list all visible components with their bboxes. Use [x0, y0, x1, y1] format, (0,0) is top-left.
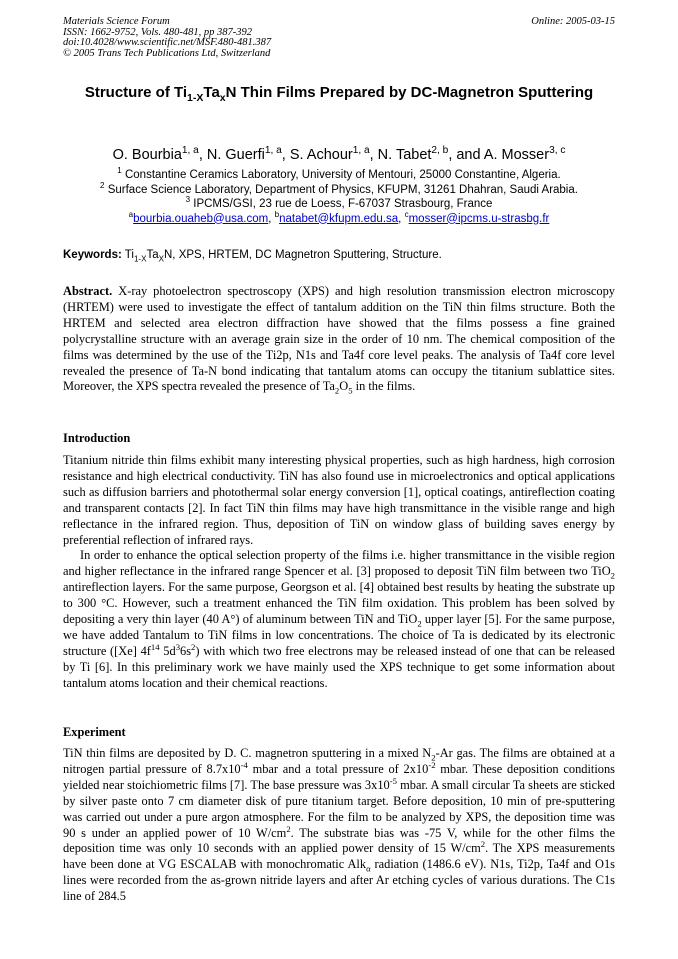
email-link[interactable]: mosser@ipcms.u-strasbg.fr	[408, 212, 550, 225]
keywords-label: Keywords:	[63, 249, 122, 261]
title-subscript: x	[219, 92, 226, 104]
author-list: O. Bourbia$^{1, a}$, N. Guerfi$^{1, a}$, S. Achour$^{1, a}$, N. Tabet$^{2, b}$, and A. Mosser$^{3, c}$	[112, 145, 566, 163]
title-subscript: 1-X	[187, 92, 204, 104]
paper-title	[60, 83, 618, 102]
abstract-text: X-ray photoelectron spectroscopy (XPS) and high resolution transmission electron microscopy (HRTEM) were used to investigate the effect of tantalum addition on the TiN thin films structure. Both the HRTEM and selected area electron diffraction have showed that the films possess a fine grained polycrystalline structure with an average grain size in the order of 10 nm. The chemical composition of the films was determined by the use of the Ti2p, N1s and Ta4f core level peaks. The analysis of Ta4f core level revealed the presence of Ta-N bond indicating that tantalum atoms can occupy the titanium sublattice sites. Moreover, the XPS spectra revealed the presence of Ta	[63, 284, 615, 394]
introduction-paragraph: Titanium nitride thin films exhibit many interesting physical properties, such as high hardness, high corrosion resistance and high electrical conductivity. TiN has also found use in microelectronics and optical applications such as diffusion barriers and photothermal solar energy conversion [1], optical coatings, antireflection coating and transparent contacts [2]. In fact TiN thin films may have high transmittance in the visible range and high reflectance in the infrared region. Thus, deposition of TiN on window glass of building saves energy by preferential reflection of infrared rays.	[63, 453, 615, 547]
author-name: A. Mosser	[483, 147, 550, 163]
author-affil-marker: 1, a	[264, 145, 282, 157]
online-date: Online: 2005-03-15	[531, 16, 615, 27]
affiliation-marker: 1	[117, 166, 122, 176]
issn-line: ISSN: 1662-9752, Vols. 480-481, pp 387-392	[63, 26, 252, 38]
affiliation-text: Surface Science Laboratory, Department of Physics, KFUPM, 31261 Dhahran, Saudi Arabia.	[107, 183, 578, 196]
abstract-label: Abstract.	[63, 284, 113, 298]
affiliation-line	[40, 180, 638, 198]
experiment-paragraph: TiN thin films are deposited by D. C. magnetron sputtering in a mixed $N_2-Ar$ gas. The films are obtained at a nitrogen partial pressure of $8.7x10^{-4}$ mbar and a total pressure of $2x10^{-2}$ mbar. These deposition conditions yielded near stoichiometric films [7]. The base pressure was $3x10^{-5}$ mbar. A small circular Ta sheets are sticked by silver paste onto 7 cm diameter disk of pure titanium target. Before deposition, 10 min of pre-sputtering was carried out under a pure argon atmosphere. For the film to be analyzed by XPS, the deposition time was 90 s under an applied power of 10 $W/cm^2$. The substrate bias was -75 V, while for the other films the deposition time was only 10 seconds with an applied power density of 15 $W/cm^2$. The XPS measurements have been done at VG ESCALAB with monochromatic Alk$_\alpha$ radiation (1486.6 eV). N1s, Ti2p, Ta4f and O1s lines were recorded from the as-grown nitride layers and after Ar etching cycles of various durations. The C1s line of 284.5	[63, 746, 615, 904]
author-affil-marker: 1, a	[352, 145, 370, 157]
author-name: O. Bourbia	[112, 147, 182, 163]
affiliation-marker: 2	[100, 180, 105, 190]
email-line: $^a$bourbia.ouaheb@usa.com, $^b$natabet@kfupm.edu.sa, $^c$mosser@ipcms.u-strasbg.fr	[128, 209, 550, 225]
keywords-line: Keywords: $Ti_{1-X}Ta_XN$, XPS, HRTEM, DC Magnetron Sputtering, Structure.	[63, 249, 442, 264]
email-marker: c	[404, 209, 409, 219]
title-part: Structure of Ti	[84, 84, 188, 101]
doi-line: doi:10.4028/www.scientific.net/MSF.480-481.387	[63, 37, 272, 48]
introduction-heading: Introduction	[63, 431, 131, 445]
author-affil-marker: 3, c	[549, 145, 566, 157]
email-marker: a	[128, 209, 134, 219]
copyright-line: © 2005 Trans Tech Publications Ltd, Switzerland	[63, 47, 271, 59]
title-part: Ta	[203, 84, 220, 101]
author-affil-marker: 1, a	[181, 145, 199, 157]
affiliation-text: IPCMS/GSI, 23 rue de Loess, F-67037 Strasbourg, France	[193, 198, 493, 210]
introduction-body	[63, 453, 615, 692]
journal-name: Materials Science Forum	[63, 16, 170, 27]
email-marker: b	[274, 209, 280, 219]
introduction-paragraph: In order to enhance the optical selection property of the films i.e. higher transmittance in the visible region and higher reflectance in the infrared range Spencer et al. [3] proposed to deposit TiN film between two TiO$_2$ antireflection layers. For the same purpose, Georgson et al. [4] obtained best results by heating the substrate up to 300 °C. However, such a treatment enhanced the TiN film oxidation. This problem has been solved by depositing a very thin layer (40 A°) of aluminum between TiN and TiO$_2$ upper layer [5]. For the same purpose, we have added Tantalum to TiN films in low concentrations. The choice of Ta is dedicated by its electronic structure ([Xe] $4f^{14}$ $5d^36s^2$) with which two free electrons may be released instead of one that can be released by Ti [6]. In this preliminary work we have mainly used the XPS technique to get some information about tantalum atoms location and their chemical reactions.	[63, 548, 615, 690]
email-link[interactable]: bourbia.ouaheb@usa.com	[133, 212, 269, 225]
affiliation-text: Constantine Ceramics Laboratory, University of Mentouri, 25000 Constantine, Algeria.	[124, 169, 561, 181]
affiliation-line	[40, 168, 638, 183]
email-link[interactable]: natabet@kfupm.edu.sa	[279, 212, 399, 225]
abstract: Abstract. X-ray photoelectron spectroscopy (XPS) and high resolution transmission electron microscopy (HRTEM) were used to investigate the effect of tantalum addition on the TiN thin films structure. Both the HRTEM and selected area electron diffraction have showed that the films possess a fine grained polycrystalline structure with an average grain size in the order of 10 nm. The chemical composition of the films was determined by the use of the Ti2p, N1s and Ta4f core level peaks. The analysis of Ta4f core level revealed the presence of Ta-N bond indicating that tantalum atoms can occupy the titanium sublattice sites. Moreover, the XPS spectra revealed the presence of $Ta_2O_5$ in the films.	[63, 284, 615, 396]
journal-header	[63, 17, 271, 59]
keywords-text: XPS, HRTEM, DC Magnetron Sputtering, Structure.	[178, 249, 442, 261]
author-name: S. Achour	[289, 147, 353, 163]
affiliations	[40, 168, 638, 226]
title-part: N Thin Films Prepared by DC-Magnetron Sputtering	[225, 84, 594, 101]
experiment-heading: Experiment	[63, 725, 126, 739]
author-name: N. Tabet	[377, 147, 432, 163]
affiliation-marker: 3	[185, 195, 191, 205]
author-name: N. Guerfi	[206, 147, 265, 163]
experiment-body	[63, 746, 615, 905]
author-affil-marker: 2, b	[431, 145, 449, 157]
